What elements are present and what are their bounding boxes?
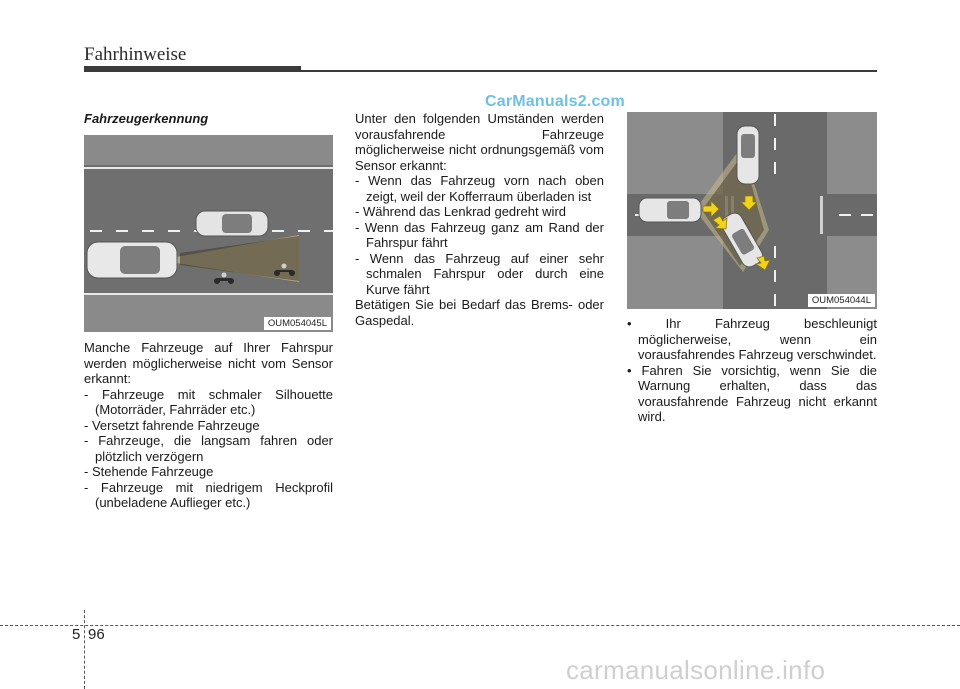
header-rule-thin: [301, 70, 877, 72]
footer-divider: [84, 610, 85, 689]
intro-paragraph: Unter den folgenden Umständen werden vorausfahrende Fahrzeuge möglicherweise nicht ordnungsgemäß vom Sensor erkannt:: [355, 111, 604, 173]
header-rule-thick: [84, 66, 301, 72]
watermark-link[interactable]: CarManuals2.com: [485, 93, 625, 110]
middle-column: [355, 111, 604, 328]
page-number: 96: [88, 626, 105, 643]
footer-watermark[interactable]: carmanualsonline.info: [566, 655, 826, 685]
conditions-list: [355, 173, 604, 297]
figure-code: OUM054045L: [264, 317, 331, 330]
outro-paragraph: Betätigen Sie bei Bedarf das Brems- oder Gaspedal.: [355, 297, 604, 328]
list-item: - Fahrzeuge mit schmaler Silhouette (Motorräder, Fahrräder etc.): [84, 386, 333, 417]
undetected-vehicles-list: [84, 387, 333, 511]
left-column: [84, 111, 333, 127]
list-item: - Während das Lenkrad gedreht wird: [355, 204, 567, 219]
caution-bullets: [627, 316, 877, 425]
own-car-icon: [87, 242, 177, 278]
list-item: - Versetzt fahrende Fahrzeuge: [84, 417, 260, 433]
right-column-text: [627, 316, 877, 425]
page-header-title: Fahrhinweise: [84, 44, 187, 65]
list-item: - Stehende Fahrzeuge: [84, 464, 214, 479]
list-item: - Wenn das Fahrzeug vorn nach oben zeigt, weil der Kofferraum überladen ist: [355, 173, 604, 204]
footer-rule: [0, 625, 960, 626]
car-ahead-icon: [196, 211, 268, 236]
list-item: - Wenn das Fahrzeug ganz am Rand der Fahrspur fährt: [355, 219, 604, 250]
list-item: - Fahrzeuge mit niedrigem Heckprofil (unbeladene Auflieger etc.): [84, 479, 333, 510]
chapter-number: 5: [72, 626, 81, 643]
lane-detection-illustration: [84, 135, 333, 332]
figure-lane-detection: [84, 135, 333, 332]
intersection-illustration: [627, 112, 877, 309]
list-item: • Ihr Fahrzeug beschleunigt möglicherweise, wenn ein vorausfahrendes Fahrzeug verschwindet.: [627, 316, 877, 362]
figure-code: OUM054044L: [808, 294, 875, 307]
list-item: • Fahren Sie vorsichtig, wenn Sie die Warnung erhalten, dass das vorausfahrende Fahrzeug nicht erkannt wird.: [627, 362, 877, 424]
section-title: Fahrzeugerkennung: [84, 111, 209, 126]
list-item: - Fahrzeuge, die langsam fahren oder plötzlich verzögern: [84, 433, 333, 464]
oncoming-car-icon: [737, 126, 759, 184]
figure-intersection: [627, 112, 877, 309]
intro-paragraph: Manche Fahrzeuge auf Ihrer Fahrspur werden möglicherweise nicht vom Sensor erkannt:: [84, 340, 333, 386]
left-column-text: [84, 340, 333, 511]
list-item: - Wenn das Fahrzeug auf einer sehr schmalen Fahrspur oder durch eine Kurve fährt: [355, 250, 604, 297]
crossing-car-icon: [639, 198, 701, 222]
